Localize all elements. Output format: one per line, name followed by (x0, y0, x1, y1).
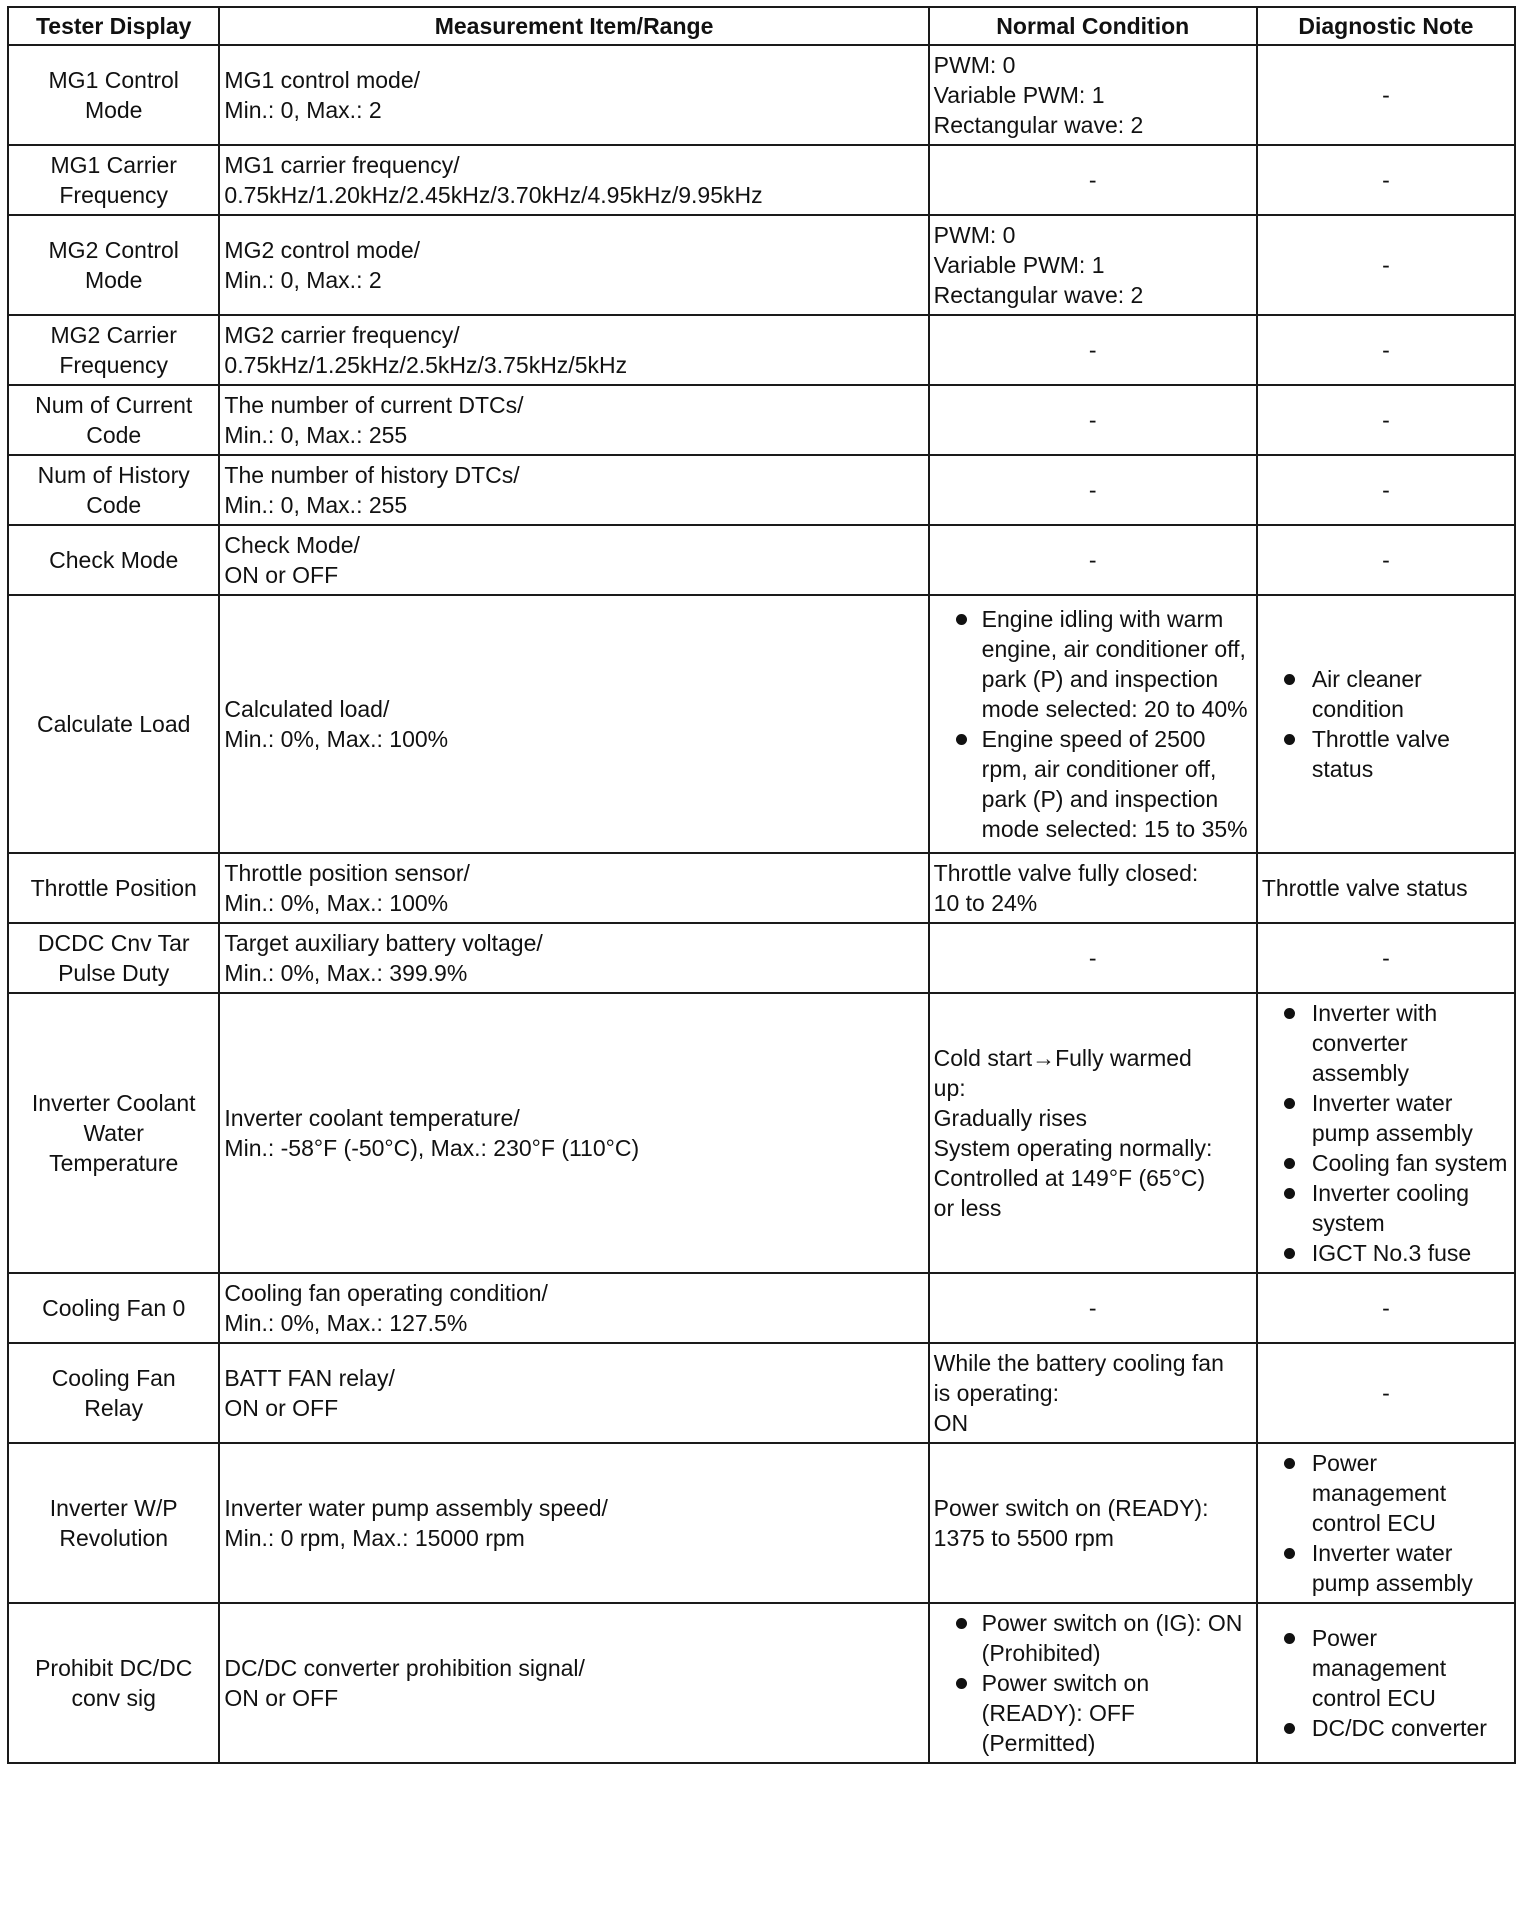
normal-condition-cell (929, 993, 1257, 1273)
normal-condition-cell (929, 525, 1257, 595)
measurement-cell (219, 525, 928, 595)
table-row (8, 595, 1515, 853)
normal-condition-cell (929, 315, 1257, 385)
header-normal-condition: Normal Condition (929, 7, 1257, 45)
diagnostic-note-cell (1257, 595, 1515, 853)
table-row (8, 1603, 1515, 1763)
measurement-line: ON or OFF (224, 1685, 339, 1711)
normal-condition-cell (929, 1343, 1257, 1443)
normal-condition-cell (929, 455, 1257, 525)
normal-condition-bullet-item: Power switch on (IG): ON (Prohibited) (934, 1608, 1252, 1668)
tester-display-cell (8, 1603, 219, 1763)
tester-display-line: Num of Current (35, 392, 193, 418)
tester-display-line: Inverter W/P (49, 1495, 178, 1521)
diagnostic-note-text: - (1382, 337, 1390, 363)
tester-display-line: Frequency (59, 182, 169, 208)
tester-display-cell (8, 215, 219, 315)
diagnostic-note-bullet-item: Throttle valve status (1262, 724, 1510, 784)
tester-display-cell (8, 1273, 219, 1343)
diagnostic-note-cell (1257, 145, 1515, 215)
measurement-line: The number of current DTCs/ (224, 392, 524, 418)
normal-condition-text: - (1088, 477, 1097, 503)
normal-condition-bullet-list (934, 1608, 1252, 1758)
normal-condition-line: Rectangular wave: 2 (933, 282, 1144, 308)
normal-condition-bullet-list (934, 604, 1252, 844)
measurement-cell (219, 45, 928, 145)
measurement-line: BATT FAN relay/ (224, 1365, 395, 1391)
tester-display-line: Code (86, 422, 142, 448)
tester-display-cell (8, 525, 219, 595)
diagnostic-note-cell (1257, 215, 1515, 315)
diagnostic-note-bullet-item: Inverter water pump assembly (1262, 1538, 1510, 1598)
diagnostic-note-cell (1257, 525, 1515, 595)
table-row (8, 923, 1515, 993)
measurement-line: DC/DC converter prohibition signal/ (224, 1655, 585, 1681)
diagnostic-note-bullet-list (1262, 998, 1510, 1268)
tester-display-line: Revolution (59, 1525, 169, 1551)
measurement-line: Min.: 0, Max.: 255 (224, 422, 408, 448)
normal-condition-line: Cold start→Fully warmed (933, 1045, 1192, 1071)
normal-condition-bullet-item: Power switch on (READY): OFF (Permitted) (934, 1668, 1252, 1758)
tester-display-cell (8, 595, 219, 853)
diagnostic-note-bullet-list (1262, 1448, 1510, 1598)
measurement-cell (219, 1343, 928, 1443)
header-tester-display: Tester Display (8, 7, 219, 45)
tester-display-line: DCDC Cnv Tar (37, 930, 190, 956)
table-row (8, 385, 1515, 455)
diagnostic-note-cell (1257, 45, 1515, 145)
diagnostic-note-cell (1257, 1603, 1515, 1763)
measurement-line: Calculated load/ (224, 696, 390, 722)
measurement-cell (219, 1443, 928, 1603)
normal-condition-line: Variable PWM: 1 (933, 82, 1105, 108)
diagnostic-note-bullet-item: Power management control ECU (1262, 1448, 1510, 1538)
tester-display-line: conv sig (71, 1685, 156, 1711)
diagnostic-note-bullet-item: DC/DC converter (1262, 1713, 1510, 1743)
normal-condition-text: - (1088, 407, 1097, 433)
measurement-line: Min.: -58°F (-50°C), Max.: 230°F (110°C) (224, 1135, 640, 1161)
table-body (8, 45, 1515, 1763)
diagnostic-note-text: - (1382, 407, 1390, 433)
normal-condition-line: Throttle valve fully closed: (933, 860, 1199, 886)
normal-condition-line: or less (933, 1195, 1002, 1221)
normal-condition-line: Variable PWM: 1 (933, 252, 1105, 278)
tester-display-line: Water (83, 1120, 144, 1146)
diagnostic-note-cell (1257, 993, 1515, 1273)
header-measurement-item: Measurement Item/Range (219, 7, 928, 45)
measurement-cell (219, 595, 928, 853)
measurement-line: Inverter water pump assembly speed/ (224, 1495, 608, 1521)
table-row (8, 1273, 1515, 1343)
tester-display-cell (8, 1443, 219, 1603)
diagnostic-note-text: - (1382, 167, 1390, 193)
tester-display-line: MG2 Carrier (50, 322, 177, 348)
table-row (8, 45, 1515, 145)
tester-display-line: Code (86, 492, 142, 518)
header-row (8, 7, 1515, 45)
normal-condition-line: 1375 to 5500 rpm (933, 1525, 1114, 1551)
diagnostic-note-bullet-item: Power management control ECU (1262, 1623, 1510, 1713)
tester-display-line: Cooling Fan 0 (42, 1295, 186, 1321)
normal-condition-cell (929, 853, 1257, 923)
diagnostic-note-text: - (1382, 945, 1390, 971)
measurement-line: Check Mode/ (224, 532, 360, 558)
table-row (8, 315, 1515, 385)
measurement-cell (219, 315, 928, 385)
measurement-cell (219, 993, 928, 1273)
data-list-table (7, 6, 1516, 1764)
diagnostic-note-cell (1257, 923, 1515, 993)
normal-condition-line: Power switch on (READY): (933, 1495, 1209, 1521)
tester-display-line: Mode (84, 267, 143, 293)
diagnostic-note-cell (1257, 455, 1515, 525)
normal-condition-line: While the battery cooling fan (933, 1350, 1224, 1376)
normal-condition-cell (929, 923, 1257, 993)
diagnostic-note-bullet-item: Cooling fan system (1262, 1148, 1510, 1178)
diagnostic-note-cell (1257, 1343, 1515, 1443)
tester-display-cell (8, 315, 219, 385)
diagnostic-note-bullet-item: Air cleaner condition (1262, 664, 1510, 724)
table-row (8, 455, 1515, 525)
table-row (8, 1443, 1515, 1603)
tester-display-line: Check Mode (49, 547, 179, 573)
diagnostic-note-text: Throttle valve status (1261, 875, 1468, 901)
normal-condition-line: Gradually rises (933, 1105, 1088, 1131)
normal-condition-text: - (1088, 1295, 1097, 1321)
measurement-line: Min.: 0, Max.: 255 (224, 492, 408, 518)
diagnostic-note-bullet-item: Inverter cooling system (1262, 1178, 1510, 1238)
normal-condition-bullet-item: Engine idling with warm engine, air conditioner off, park (P) and inspection mode selected: 20 to 40% (934, 604, 1252, 724)
tester-display-line: Relay (84, 1395, 144, 1421)
normal-condition-line: Controlled at 149°F (65°C) (933, 1165, 1206, 1191)
normal-condition-cell (929, 385, 1257, 455)
diagnostic-note-text: - (1382, 477, 1390, 503)
tester-display-line: Throttle Position (30, 875, 197, 901)
diagnostic-note-text: - (1382, 252, 1390, 278)
measurement-cell (219, 1273, 928, 1343)
normal-condition-line: PWM: 0 (933, 222, 1016, 248)
measurement-line: The number of history DTCs/ (224, 462, 520, 488)
measurement-line: Inverter coolant temperature/ (224, 1105, 520, 1131)
measurement-line: Min.: 0 rpm, Max.: 15000 rpm (224, 1525, 525, 1551)
normal-condition-text: - (1088, 167, 1097, 193)
normal-condition-text: - (1088, 337, 1097, 363)
measurement-line: Min.: 0, Max.: 2 (224, 267, 382, 293)
tester-display-cell (8, 923, 219, 993)
measurement-line: ON or OFF (224, 1395, 339, 1421)
tester-display-cell (8, 145, 219, 215)
tester-display-cell (8, 993, 219, 1273)
measurement-line: 0.75kHz/1.20kHz/2.45kHz/3.70kHz/4.95kHz/9.95kHz (224, 182, 763, 208)
normal-condition-line: is operating: (933, 1380, 1059, 1406)
tester-display-line: MG2 Control (48, 237, 179, 263)
normal-condition-bullet-item: Engine speed of 2500 rpm, air conditioner off, park (P) and inspection mode selected: 15 to 35% (934, 724, 1252, 844)
tester-display-cell (8, 455, 219, 525)
tester-display-line: Pulse Duty (58, 960, 170, 986)
diagnostic-note-cell (1257, 1443, 1515, 1603)
measurement-cell (219, 145, 928, 215)
diagnostic-note-cell (1257, 853, 1515, 923)
measurement-line: Min.: 0%, Max.: 100% (224, 890, 449, 916)
tester-display-line: Num of History (37, 462, 190, 488)
tester-display-cell (8, 45, 219, 145)
measurement-line: Target auxiliary battery voltage/ (224, 930, 543, 956)
tester-display-line: MG1 Control (48, 67, 179, 93)
diagnostic-note-cell (1257, 1273, 1515, 1343)
normal-condition-line: System operating normally: (933, 1135, 1213, 1161)
measurement-cell (219, 385, 928, 455)
diagnostic-note-text: - (1382, 82, 1390, 108)
table-row (8, 993, 1515, 1273)
measurement-line: MG2 control mode/ (224, 237, 421, 263)
normal-condition-cell (929, 1273, 1257, 1343)
measurement-line: Min.: 0%, Max.: 127.5% (224, 1310, 468, 1336)
tester-display-line: Frequency (59, 352, 169, 378)
tester-display-line: Temperature (49, 1150, 179, 1176)
measurement-cell (219, 923, 928, 993)
page (7, 6, 1516, 1764)
measurement-line: Min.: 0, Max.: 2 (224, 97, 382, 123)
table-row (8, 853, 1515, 923)
tester-display-line: Calculate Load (36, 711, 191, 737)
table-row (8, 525, 1515, 595)
normal-condition-line: 10 to 24% (933, 890, 1038, 916)
measurement-line: 0.75kHz/1.25kHz/2.5kHz/3.75kHz/5kHz (224, 352, 628, 378)
measurement-cell (219, 853, 928, 923)
measurement-line: MG1 carrier frequency/ (224, 152, 460, 178)
diagnostic-note-bullet-item: IGCT No.3 fuse (1262, 1238, 1510, 1268)
normal-condition-cell (929, 145, 1257, 215)
diagnostic-note-text: - (1382, 1380, 1390, 1406)
tester-display-line: Inverter Coolant (31, 1090, 196, 1116)
diagnostic-note-bullet-list (1262, 664, 1510, 784)
measurement-cell (219, 215, 928, 315)
table-row (8, 145, 1515, 215)
normal-condition-cell (929, 1443, 1257, 1603)
measurement-line: ON or OFF (224, 562, 339, 588)
diagnostic-note-cell (1257, 315, 1515, 385)
measurement-line: Min.: 0%, Max.: 399.9% (224, 960, 468, 986)
header-diagnostic-note: Diagnostic Note (1257, 7, 1515, 45)
measurement-line: Throttle position sensor/ (224, 860, 470, 886)
diagnostic-note-bullet-item: Inverter water pump assembly (1262, 1088, 1510, 1148)
tester-display-cell (8, 1343, 219, 1443)
diagnostic-note-bullet-list (1262, 1623, 1510, 1743)
normal-condition-text: - (1088, 547, 1097, 573)
normal-condition-line: Rectangular wave: 2 (933, 112, 1144, 138)
tester-display-cell (8, 853, 219, 923)
table-row (8, 215, 1515, 315)
diagnostic-note-cell (1257, 385, 1515, 455)
normal-condition-cell (929, 215, 1257, 315)
table-row (8, 1343, 1515, 1443)
diagnostic-note-text: - (1382, 547, 1390, 573)
tester-display-line: Prohibit DC/DC (35, 1655, 193, 1681)
normal-condition-line: up: (933, 1075, 966, 1101)
measurement-line: Min.: 0%, Max.: 100% (224, 726, 449, 752)
normal-condition-cell (929, 595, 1257, 853)
tester-display-line: MG1 Carrier (50, 152, 177, 178)
tester-display-line: Cooling Fan (51, 1365, 176, 1391)
measurement-line: MG1 control mode/ (224, 67, 421, 93)
normal-condition-line: PWM: 0 (933, 52, 1016, 78)
diagnostic-note-bullet-item: Inverter with converter assembly (1262, 998, 1510, 1088)
normal-condition-cell (929, 1603, 1257, 1763)
measurement-cell (219, 1603, 928, 1763)
tester-display-cell (8, 385, 219, 455)
normal-condition-line: ON (933, 1410, 969, 1436)
measurement-cell (219, 455, 928, 525)
measurement-line: MG2 carrier frequency/ (224, 322, 460, 348)
tester-display-line: Mode (84, 97, 143, 123)
measurement-line: Cooling fan operating condition/ (224, 1280, 548, 1306)
diagnostic-note-text: - (1382, 1295, 1390, 1321)
normal-condition-text: - (1088, 945, 1097, 971)
normal-condition-cell (929, 45, 1257, 145)
